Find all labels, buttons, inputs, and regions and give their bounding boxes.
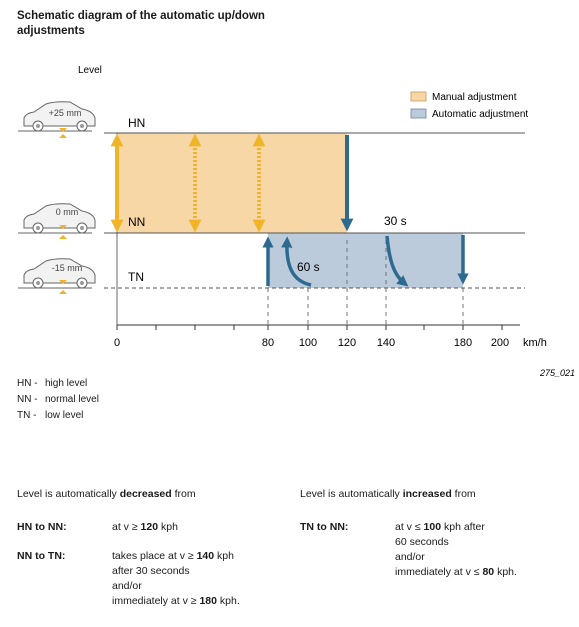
x-tick-140: 140 bbox=[376, 337, 396, 349]
hn-offset-label: +25 mm bbox=[48, 108, 82, 118]
car-icon-nn bbox=[18, 204, 95, 239]
increase-section bbox=[300, 487, 570, 594]
manual-adjustment-region bbox=[117, 133, 347, 233]
increase-heading: Level is automatically increased from bbox=[300, 488, 476, 500]
increase-tn-to-nn: TN to NN: at v ≤ 100 kph after 60 seconds and/or immediately at v ≤ 80 kph. bbox=[300, 521, 517, 578]
tn-offset-label: -15 mm bbox=[51, 263, 83, 273]
legend-manual-swatch bbox=[411, 92, 426, 101]
car-icon-hn bbox=[18, 102, 95, 138]
x-tick-120: 120 bbox=[337, 337, 357, 349]
diagram-title: Schematic diagram of the automatic up/down adjustments bbox=[17, 10, 265, 37]
timer-30s-label: 30 s bbox=[384, 214, 407, 228]
figure-id: 275_021 bbox=[539, 368, 575, 378]
abbreviation-nn: NN - normal level bbox=[17, 394, 99, 405]
nn-label: NN bbox=[128, 215, 146, 229]
legend-manual-label: Manual adjustment bbox=[432, 92, 517, 103]
legend-automatic-swatch bbox=[411, 109, 426, 118]
legend-automatic-label: Automatic adjustment bbox=[432, 109, 529, 120]
decrease-nn-to-tn: NN to TN: takes place at v ≥ 140 kph after 30 seconds and/or immediately at v ≥ 180 kph. bbox=[17, 550, 240, 607]
decrease-section bbox=[17, 487, 292, 623]
x-tick-80: 80 bbox=[261, 337, 275, 349]
x-tick-180: 180 bbox=[453, 337, 473, 349]
car-icon-tn bbox=[18, 259, 95, 294]
abbreviation-hn: HN - high level bbox=[17, 378, 88, 389]
x-tick-0: 0 bbox=[113, 337, 121, 349]
hn-label: HN bbox=[128, 116, 146, 130]
tn-label: TN bbox=[128, 270, 144, 284]
timer-60s-label: 60 s bbox=[297, 260, 320, 274]
x-tick-200: 200 bbox=[490, 337, 510, 349]
decrease-hn-to-nn: HN to NN: at v ≥ 120 kph bbox=[17, 521, 178, 533]
decrease-heading: Level is automatically decreased from bbox=[17, 488, 196, 500]
x-tick-100: 100 bbox=[298, 337, 318, 349]
x-axis-unit: km/h bbox=[523, 337, 547, 349]
abbreviation-tn: TN - low level bbox=[17, 410, 84, 421]
nn-offset-label: 0 mm bbox=[55, 207, 79, 217]
level-axis-label: Level bbox=[78, 65, 102, 76]
